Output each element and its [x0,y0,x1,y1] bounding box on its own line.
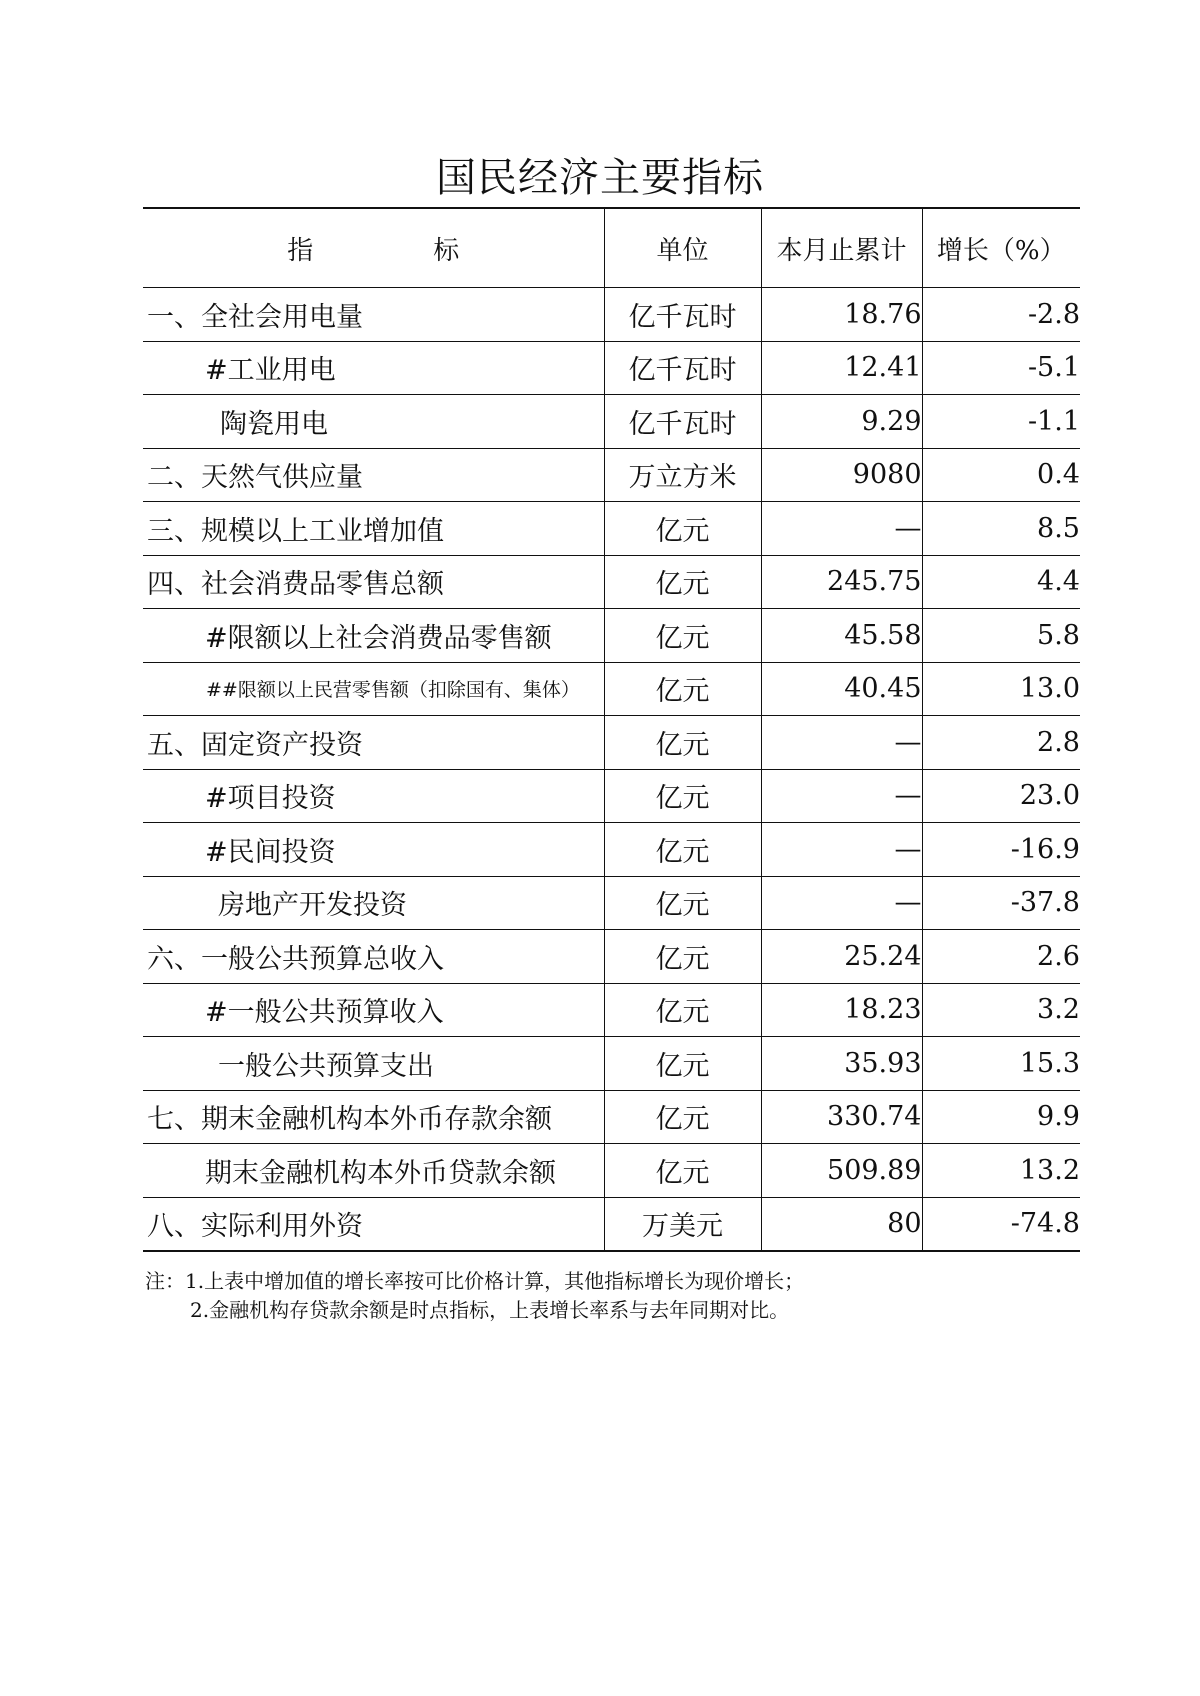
row-growth: 13.2 [922,1144,1080,1198]
row-unit: 万美元 [604,1197,761,1251]
header-cumulative: 本月止累计 [761,208,922,288]
row-name: #民间投资 [143,823,604,877]
row-unit: 亿元 [604,716,761,770]
row-growth: 3.2 [922,983,1080,1037]
row-name: 七、期末金融机构本外币存款余额 [143,1090,604,1144]
table-row [143,609,1080,663]
row-value: 80 [761,1197,922,1251]
table-row [143,1037,1080,1091]
row-unit: 亿千瓦时 [604,395,761,449]
row-growth: 13.0 [922,662,1080,716]
row-unit: 亿元 [604,823,761,877]
row-growth: -1.1 [922,395,1080,449]
row-unit: 亿元 [604,609,761,663]
row-name: 四、社会消费品零售总额 [143,555,604,609]
table-row [143,1090,1080,1144]
header-growth: 增长（%） [922,208,1080,288]
row-value: — [761,502,922,556]
row-value: 35.93 [761,1037,922,1091]
row-unit: 亿元 [604,769,761,823]
table-row [143,876,1080,930]
row-name: 一、全社会用电量 [143,288,604,342]
row-value: — [761,716,922,770]
row-growth: 23.0 [922,769,1080,823]
row-unit: 亿千瓦时 [604,341,761,395]
table-row [143,662,1080,716]
table-row [143,823,1080,877]
row-value: 18.76 [761,288,922,342]
table-row [143,930,1080,984]
row-name: 八、实际利用外资 [143,1197,604,1251]
row-name: 五、固定资产投资 [143,716,604,770]
indicators-table [143,207,1080,1252]
row-name: 三、规模以上工业增加值 [143,502,604,556]
row-growth: -16.9 [922,823,1080,877]
row-growth: -2.8 [922,288,1080,342]
row-unit: 万立方米 [604,448,761,502]
table-header-row [143,208,1080,288]
row-growth: 15.3 [922,1037,1080,1091]
row-value: 9.29 [761,395,922,449]
table-row [143,716,1080,770]
row-growth: 0.4 [922,448,1080,502]
row-name: #一般公共预算收入 [143,983,604,1037]
row-growth: -37.8 [922,876,1080,930]
table-row [143,288,1080,342]
row-growth: 2.8 [922,716,1080,770]
row-name: #工业用电 [143,341,604,395]
row-name: ##限额以上民营零售额（扣除国有、集体） [143,662,604,716]
row-growth: -74.8 [922,1197,1080,1251]
row-unit: 亿元 [604,876,761,930]
row-value: 18.23 [761,983,922,1037]
header-indicator-char-2: 标 [433,235,460,266]
row-value: 12.41 [761,341,922,395]
row-growth: 9.9 [922,1090,1080,1144]
header-indicator [143,208,604,288]
row-value: 45.58 [761,609,922,663]
row-unit: 亿元 [604,502,761,556]
row-name: 二、天然气供应量 [143,448,604,502]
row-growth: 2.6 [922,930,1080,984]
table-row [143,1197,1080,1251]
row-name: 房地产开发投资 [143,876,604,930]
row-value: 40.45 [761,662,922,716]
table-notes [145,1267,804,1325]
row-unit: 亿元 [604,930,761,984]
row-value: — [761,823,922,877]
row-unit: 亿元 [604,983,761,1037]
row-unit: 亿元 [604,1037,761,1091]
row-name: #限额以上社会消费品零售额 [143,609,604,663]
row-value: 9080 [761,448,922,502]
row-name: 期末金融机构本外币贷款余额 [143,1144,604,1198]
table-row [143,395,1080,449]
table-row [143,983,1080,1037]
row-unit: 亿元 [604,1144,761,1198]
row-unit: 亿元 [604,662,761,716]
row-unit: 亿元 [604,555,761,609]
row-name: 一般公共预算支出 [143,1037,604,1091]
row-value: — [761,769,922,823]
table-row [143,1144,1080,1198]
page-title: 国民经济主要指标 [436,155,764,201]
note-line-1: 注：1.上表中增加值的增长率按可比价格计算，其他指标增长为现价增长； [145,1269,805,1293]
row-value: — [761,876,922,930]
note-line-2: 2.金融机构存贷款余额是时点指标，上表增长率系与去年同期对比。 [190,1298,790,1322]
row-name: #项目投资 [143,769,604,823]
table-row [143,502,1080,556]
row-value: 245.75 [761,555,922,609]
row-value: 330.74 [761,1090,922,1144]
row-value: 509.89 [761,1144,922,1198]
row-name: 陶瓷用电 [143,395,604,449]
row-growth: 4.4 [922,555,1080,609]
header-indicator-char-1: 指 [287,235,314,266]
row-unit: 亿千瓦时 [604,288,761,342]
row-growth: 5.8 [922,609,1080,663]
table-row [143,555,1080,609]
row-growth: -5.1 [922,341,1080,395]
row-value: 25.24 [761,930,922,984]
row-name: 六、一般公共预算总收入 [143,930,604,984]
table-row [143,769,1080,823]
table-row [143,341,1080,395]
row-growth: 8.5 [922,502,1080,556]
table-row [143,448,1080,502]
row-unit: 亿元 [604,1090,761,1144]
header-unit: 单位 [604,208,761,288]
